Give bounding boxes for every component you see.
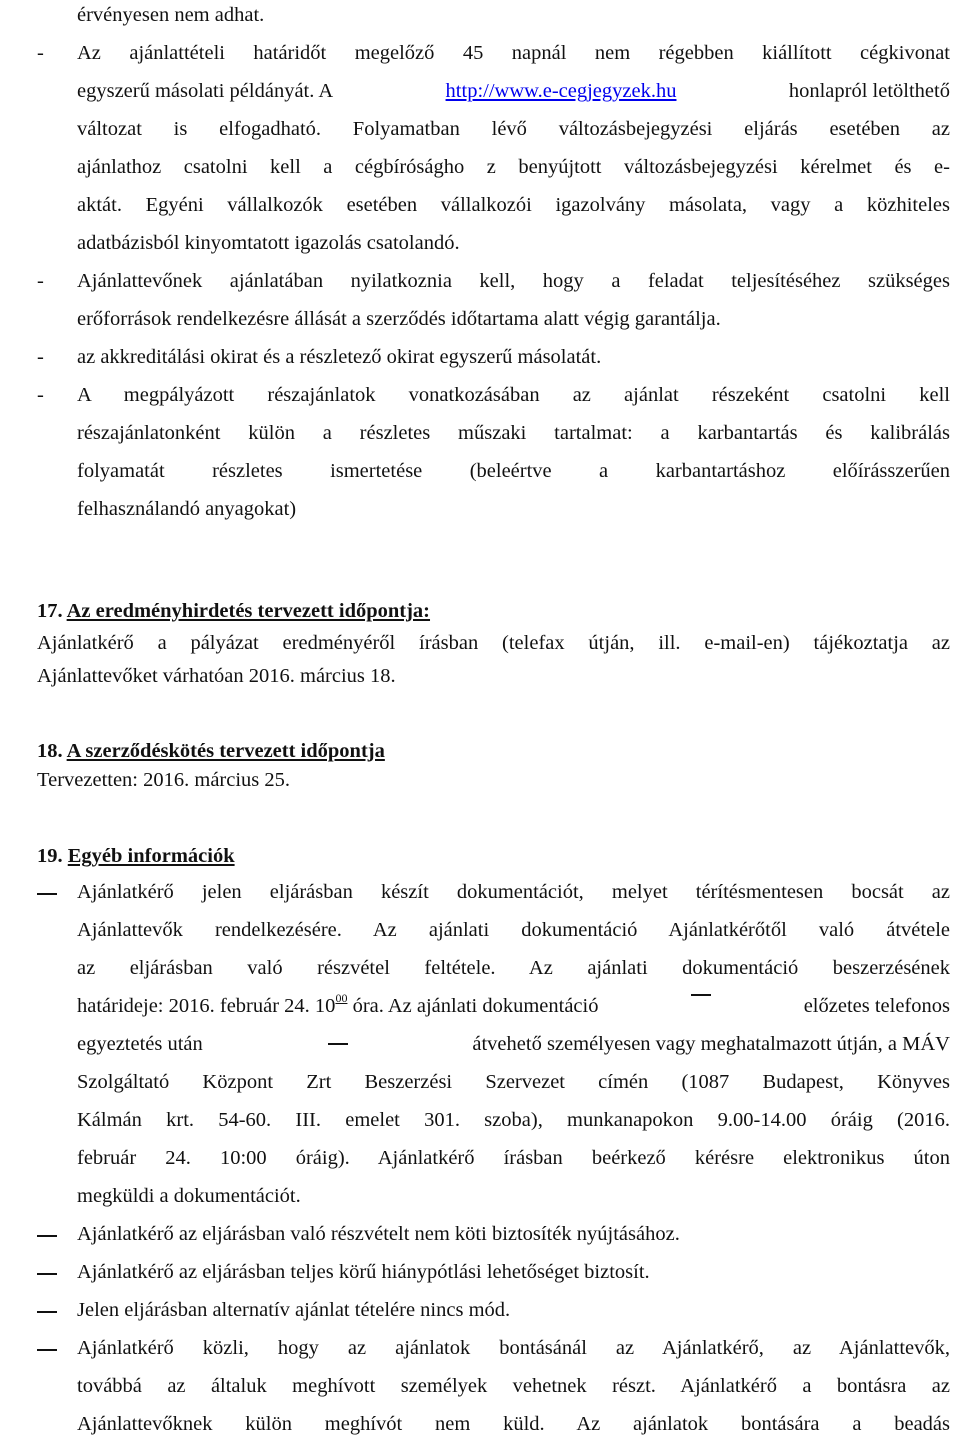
section-heading-17 (37, 599, 430, 623)
paragraph-line: A megpályázott részajánlatok vonatkozásában az ajánlat részeként csatolni kell (77, 384, 950, 406)
section-number: 18. (37, 740, 63, 762)
superscript-minutes: 00 (335, 991, 348, 1005)
dash-bullet: - (37, 42, 44, 64)
long-dash-bullet (37, 1235, 57, 1237)
inline-long-dash (328, 1043, 348, 1045)
paragraph-line-with-dash (77, 1032, 950, 1056)
long-dash-bullet (37, 1311, 57, 1313)
deadline-text: határideje: 2016. február 24. $10^{00}$ óra. Az ajánlati dokumentáció (77, 991, 599, 1017)
inline-long-dash (691, 994, 711, 996)
intro-line: érvényesen nem adhat. (77, 4, 265, 26)
section-title: Egyéb információk (67, 845, 235, 867)
long-dash-bullet (37, 1273, 57, 1275)
paragraph-line: továbbá az általuk meghívott személyek vehetnek részt. Ajánlatkérő a bontásra az (77, 1375, 950, 1397)
paragraph-line: Ajánlatkérő jelen eljárásban készít dokumentációt, melyet térítésmentesen bocsát az (77, 881, 950, 903)
paragraph-line: Ajánlattevőket várhatóan 2016. március 18. (37, 665, 396, 687)
dash-bullet: - (37, 346, 44, 368)
paragraph-line: Kálmán krt. 54-60. III. emelet 301. szoba), munkanapokon 9.00-14.00 óráig (2016. (77, 1109, 950, 1131)
paragraph-line: az akkreditálási okirat és a részletező okirat egyszerű másolatát. (77, 346, 602, 368)
section-heading-18 (37, 739, 385, 763)
paragraph-line-with-link (77, 79, 950, 103)
paragraph-line: Ajánlattevőknek külön meghívót nem küld. Az ajánlatok bontására a beadás (77, 1413, 950, 1435)
cegjegyzek-link[interactable]: http://www.e-cegjegyzek.hu (445, 80, 677, 102)
paragraph-line: erőforrások rendelkezésre állását a szerződés időtartama alatt végig garantálja. (77, 308, 721, 330)
paragraph-line-with-superscript (77, 991, 950, 1018)
paragraph-line: adatbázisból kinyomtatott igazolás csatolandó. (77, 232, 460, 254)
long-dash-bullet (37, 1349, 57, 1351)
paragraph-line: Jelen eljárásban alternatív ajánlat tételére nincs mód. (77, 1299, 511, 1321)
paragraph-line: február 24. 10:00 óráig). Ajánlatkérő írásban beérkező kérésre elektronikus úton (77, 1147, 950, 1169)
paragraph-line: Szolgáltató Központ Zrt Beszerzési Szervezet címén (1087 Budapest, Könyves (77, 1071, 950, 1093)
section-title: Az eredményhirdetés tervezett időpontja: (66, 600, 431, 622)
paragraph-line: változat is elfogadható. Folyamatban lévő változásbejegyzési eljárás esetében az (77, 118, 950, 140)
paragraph-text: honlapról letölthető (788, 80, 950, 102)
paragraph-line: az eljárásban való részvétel feltétele. Az ajánlati dokumentáció beszerzésének (77, 957, 950, 979)
paragraph-line: részajánlatonként külön a részletes műszaki tartalmat: a karbantartás és kalibrálás (77, 422, 950, 444)
paragraph-line: ajánlathoz csatolni kell a cégbíróságho z benyújtott változásbejegyzési kérelmet és e- (77, 156, 950, 178)
dash-bullet: - (37, 270, 44, 292)
section-number: 19. (37, 845, 63, 867)
paragraph-line: aktát. Egyéni vállalkozók esetében vállalkozói igazolvány másolata, vagy a közhiteles (77, 194, 950, 216)
paragraph-text: egyszerű másolati példányát. A (77, 80, 334, 102)
paragraph-line: Ajánlattevőnek ajánlatában nyilatkoznia kell, hogy a feladat teljesítéséhez szükséges (77, 270, 950, 292)
paragraph-text: átvehető személyesen vagy meghatalmazott útján, a MÁV (472, 1033, 950, 1055)
section-heading-19 (37, 844, 235, 868)
dash-bullet: - (37, 384, 44, 406)
paragraph-line: folyamatát részletes ismertetése (beleértve a karbantartáshoz előírásszerűen (77, 460, 950, 482)
paragraph-line: Ajánlattevők rendelkezésére. Az ajánlati dokumentáció Ajánlatkérőtől való átvétele (77, 919, 950, 941)
long-dash-bullet (37, 893, 57, 895)
paragraph-line: Ajánlatkérő közli, hogy az ajánlatok bontásánál az Ajánlatkérő, az Ajánlattevők, (77, 1337, 950, 1359)
section-title: A szerződéskötés tervezett időpontja (66, 740, 385, 762)
paragraph-line: megküldi a dokumentációt. (77, 1185, 301, 1207)
paragraph-text: előzetes telefonos (803, 995, 950, 1017)
paragraph-line: Ajánlatkérő az eljárásban való részvételt nem köti biztosíték nyújtásához. (77, 1223, 680, 1245)
paragraph-line: felhasználandó anyagokat) (77, 498, 297, 520)
paragraph-line: Ajánlatkérő az eljárásban teljes körű hiánypótlási lehetőséget biztosít. (77, 1261, 650, 1283)
section-number: 17. (37, 600, 63, 622)
paragraph-line: Ajánlatkérő a pályázat eredményéről írásban (telefax útján, ill. e-mail-en) tájékoztatja az (37, 632, 950, 654)
paragraph-text: egyeztetés után (77, 1033, 203, 1055)
paragraph-line: Az ajánlattételi határidőt megelőző 45 napnál nem régebben kiállított cégkivonat (77, 42, 950, 64)
paragraph-line: Tervezetten: 2016. március 25. (37, 769, 291, 791)
